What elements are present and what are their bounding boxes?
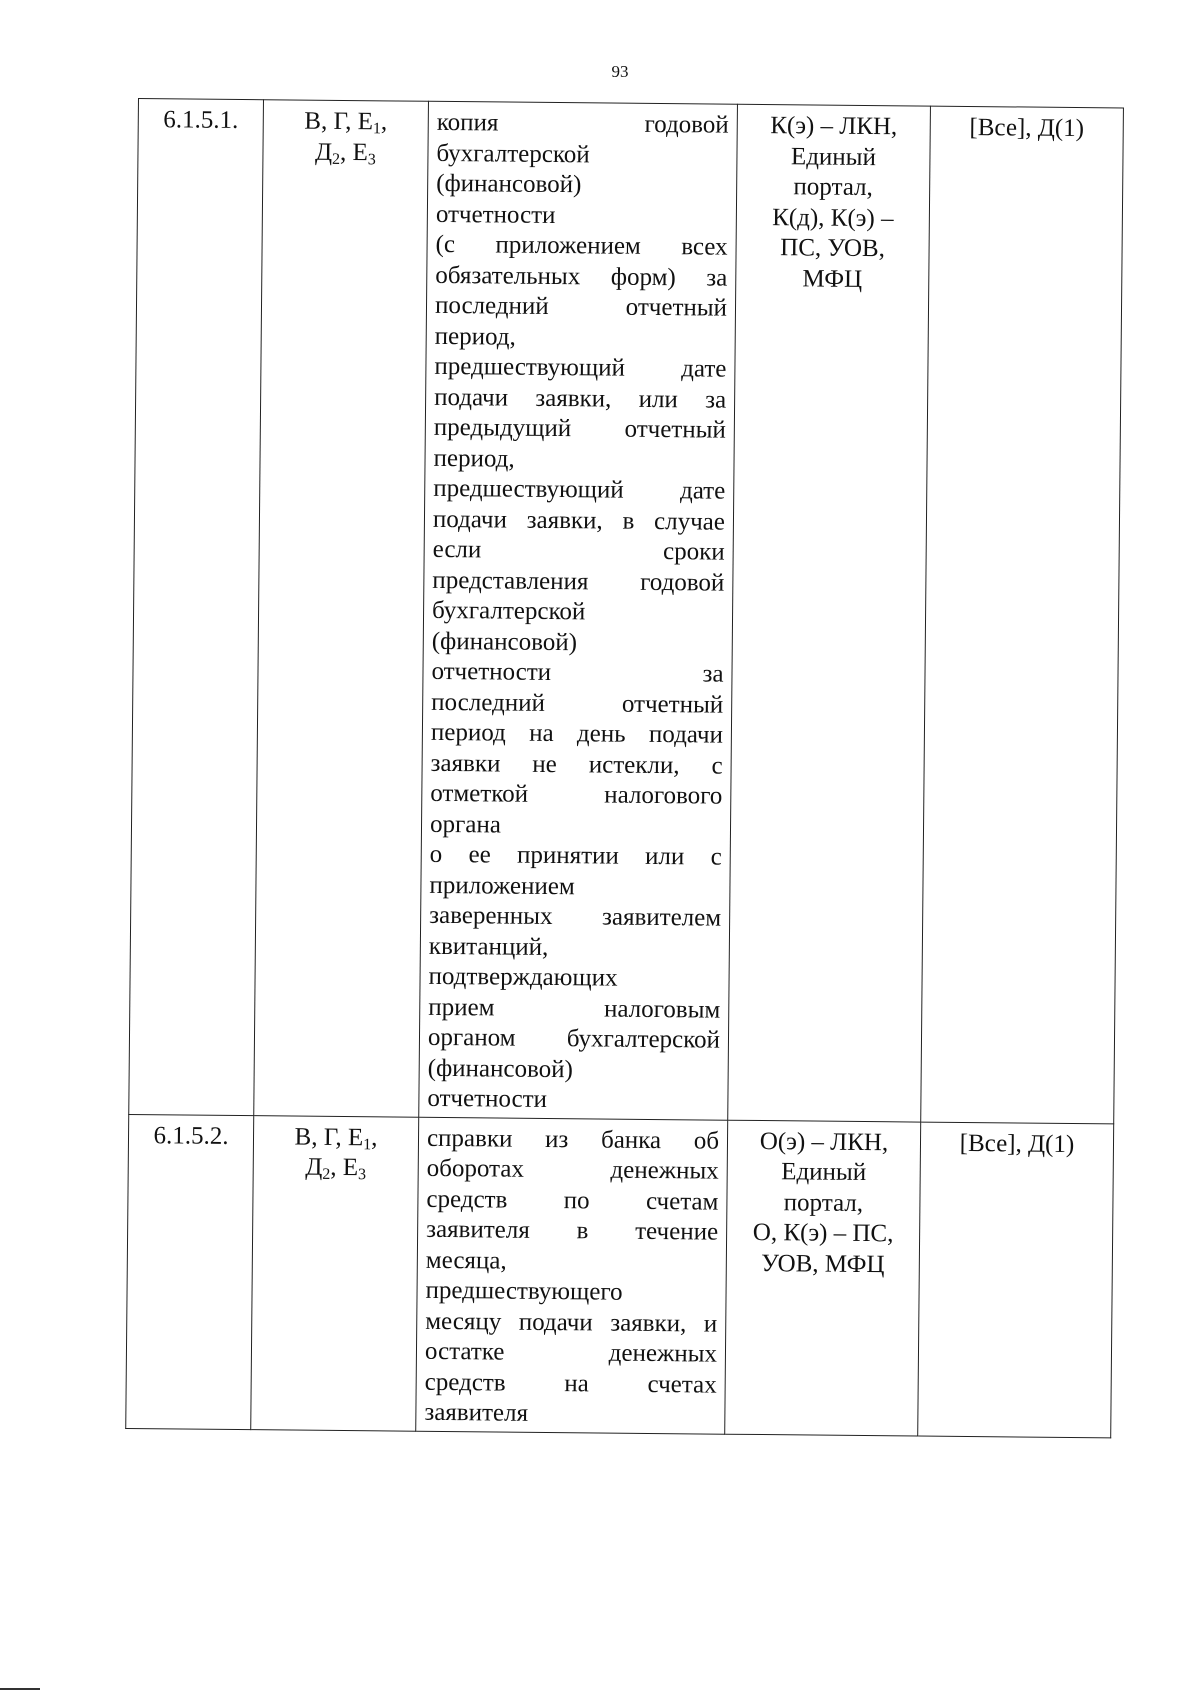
category-subscript: 1 [363,1135,372,1153]
description-line: о ее принятии или с [429,840,722,871]
category-subscript: 2 [331,150,341,168]
description-line: справки из банка об [426,1124,720,1155]
description-line: месяца, [425,1246,507,1275]
description-line: копия годовой [436,108,729,139]
note-text: [Все], Д(1) [969,113,1085,143]
description-line: предшествующий дате [434,352,727,383]
categories-line [271,137,419,169]
description-line: обязательных форм) за [435,261,728,292]
description-line: прием налоговым [428,993,721,1024]
category-text: , Е [340,138,369,166]
category-text: В, Г, Е [304,107,374,136]
description-line: заявителя в течение [426,1215,719,1246]
description-line: отметкой налогового [430,779,723,810]
categories-line [262,1122,410,1154]
description-line: если сроки [432,535,725,566]
description-line: средств на счетах [424,1368,717,1399]
description-line: период, [434,322,516,351]
note-cell [921,106,1124,1123]
submission-form-line: МФЦ [802,264,863,293]
applicant-categories-cell [254,100,429,1117]
table-body [126,99,1124,1438]
description-line: последний отчетный [431,688,724,719]
description-line: отчетности [435,200,556,229]
description-line: предшествующего [425,1276,623,1306]
document-description-cell [416,1117,728,1434]
description-line: приложением [429,871,575,900]
description-line: органом бухгалтерской [427,1023,721,1054]
document-description-cell [419,101,738,1119]
description-line: заявителя [424,1398,529,1427]
submission-form-line: портал, [793,173,873,202]
category-text: Д [314,138,333,166]
category-subscript: 3 [367,150,376,168]
table-row [126,1114,1114,1437]
description-line: (финансовой) [427,1054,574,1083]
description-line: период, [433,444,515,473]
category-text: , Е [330,1153,359,1182]
description-line: отчетности [427,1084,548,1113]
submission-form-line: портал, [783,1188,864,1217]
category-text: Д [305,1153,323,1181]
categories-line [262,1152,410,1184]
description-line: (с приложением всех [435,230,728,261]
description-line: месяцу подачи заявки, и [425,1307,718,1338]
description-line: заявки не истекли, с [430,749,723,780]
description-line: (финансовой) [431,627,578,656]
note-text: [Все], Д(1) [959,1129,1075,1158]
description-line: органа [429,810,502,839]
description-line: бухгалтерской [431,596,586,626]
submission-form-line: К(э) – ЛКН, [770,112,898,141]
submission-form-line: УОВ, МФЦ [761,1249,885,1278]
category-subscript: 3 [358,1166,367,1184]
description-line: последний отчетный [434,291,728,322]
page-number: 93 [611,62,629,81]
scan-edge-mark [0,1688,40,1690]
submission-form-line: К(д), К(э) – [772,203,894,232]
applicant-categories-cell [251,1115,419,1431]
submission-form-line: Единый [790,142,877,171]
description-line: (финансовой) [436,169,582,199]
categories-line [272,106,420,138]
description-line: оборотах денежных [426,1154,719,1185]
item-number: 6.1.5.1. [163,106,239,134]
description-line: бухгалтерской [436,139,590,168]
description-line: подтверждающих [428,962,618,992]
description-line: представления годовой [432,566,725,597]
category-subscript: 1 [372,120,381,138]
description-line: заверенных заявителем [429,901,722,932]
document-table [125,98,1124,1438]
submission-form-line: О, К(э) – ПС, [752,1218,894,1248]
description-line: подачи заявки, или за [434,383,727,414]
category-text: , [371,1123,378,1151]
description-line: подачи заявки, в случае [432,505,726,536]
item-number: 6.1.5.2. [153,1121,229,1150]
submission-form-line: Единый [781,1158,867,1187]
submission-form-line: ПС, УОВ, [780,234,886,263]
category-text: , [380,108,388,136]
note-cell [918,1122,1114,1438]
table-row [129,99,1124,1124]
category-subscript: 2 [322,1165,331,1183]
item-number-cell [126,1114,254,1429]
description-line: предыдущий отчетный [433,413,726,444]
description-line: период на день подачи [430,718,724,749]
item-number-cell [129,99,264,1116]
submission-form-line: О(э) – ЛКН, [759,1127,889,1156]
category-text: В, Г, Е [294,1123,364,1151]
submission-form-cell [728,104,931,1121]
submission-form-cell [725,1120,921,1436]
description-line: остатке денежных [424,1337,718,1368]
description-line: квитанций, [428,932,549,961]
description-line: средств по счетам [426,1185,719,1216]
description-line: отчетности за [431,657,724,688]
description-line: предшествующий дате [433,474,726,505]
